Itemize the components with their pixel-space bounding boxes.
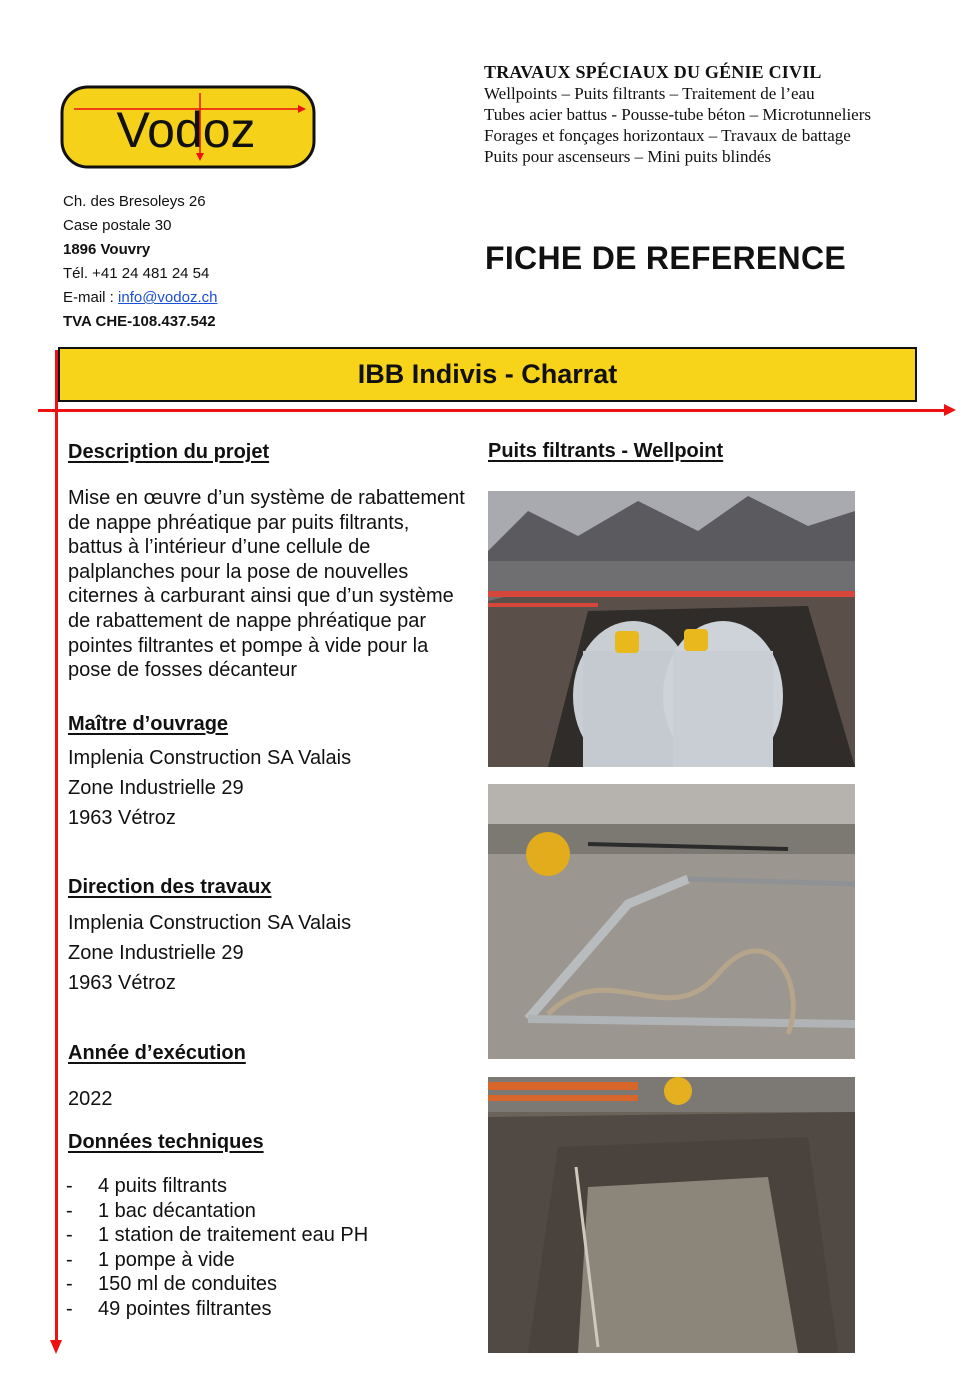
- address-vat: TVA CHE-108.437.542: [63, 313, 216, 330]
- address-phone: Tél. +41 24 481 24 54: [63, 265, 210, 282]
- owner-heading: Maître d’ouvrage: [68, 713, 229, 735]
- description-heading: Description du projet: [68, 441, 270, 463]
- address-po-box: Case postale 30: [63, 217, 172, 234]
- photo-excavation-pit: [488, 1077, 855, 1353]
- bullet: -: [66, 1175, 73, 1197]
- photos-heading: Puits filtrants - Wellpoint: [488, 440, 724, 462]
- list-item: [66, 1248, 368, 1273]
- direction-line: Zone Industrielle 29: [68, 942, 244, 964]
- document-type-title: FICHE DE REFERENCE: [485, 240, 846, 276]
- project-title-banner: [58, 347, 917, 402]
- address-block: [63, 190, 217, 334]
- list-item-text: 150 ml de conduites: [98, 1273, 278, 1296]
- bullet: -: [66, 1273, 73, 1296]
- direction-heading: Direction des travaux: [68, 876, 272, 898]
- services-line: Puits pour ascenseurs – Mini puits blindés: [484, 147, 772, 166]
- list-item-text: 1 pompe à vide: [98, 1248, 235, 1271]
- direction-line: 1963 Vétroz: [68, 972, 176, 994]
- services-line: Tubes acier battus - Pousse-tube béton – Microtunneliers: [484, 105, 871, 124]
- list-item: [66, 1199, 368, 1224]
- logo-text: Vodoz: [116, 102, 256, 158]
- down-arrow-icon: [50, 1340, 62, 1354]
- photo-tanks-excavation: [488, 491, 855, 767]
- year-heading: Année d’exécution: [68, 1042, 246, 1064]
- list-item-text: 1 bac décantation: [98, 1199, 256, 1222]
- bullet: -: [66, 1297, 73, 1320]
- services-block: [484, 62, 871, 167]
- email-label: E-mail :: [63, 289, 119, 306]
- red-horizontal-line: [38, 409, 946, 412]
- services-heading: TRAVAUX SPÉCIAUX DU GÉNIE CIVIL: [484, 62, 822, 82]
- address-street: Ch. des Bresoleys 26: [63, 193, 206, 210]
- right-arrow-icon: [944, 404, 956, 416]
- list-item: [66, 1223, 368, 1248]
- owner-line: Implenia Construction SA Valais: [68, 747, 352, 769]
- services-line: Wellpoints – Puits filtrants – Traitement de l’eau: [484, 84, 815, 103]
- direction-line: Implenia Construction SA Valais: [68, 912, 352, 934]
- project-title: IBB Indivis - Charrat: [357, 359, 618, 389]
- address-email-row: [63, 286, 217, 310]
- company-logo: [60, 85, 316, 169]
- services-line: Forages et fonçages horizontaux – Travaux de battage: [484, 126, 851, 145]
- bullet: -: [66, 1224, 73, 1247]
- list-item: [66, 1174, 368, 1199]
- list-item-text: 49 pointes filtrantes: [98, 1297, 272, 1320]
- address-city: 1896 Vouvry: [63, 241, 151, 258]
- list-item: [66, 1272, 368, 1297]
- year-value: 2022: [68, 1088, 113, 1110]
- owner-address: [68, 743, 351, 833]
- bullet: -: [66, 1199, 73, 1222]
- technical-list: [66, 1174, 368, 1322]
- direction-address: [68, 908, 351, 998]
- list-item: [66, 1297, 368, 1322]
- technical-heading: Données techniques: [68, 1131, 264, 1153]
- bullet: -: [66, 1248, 73, 1271]
- description-text: Mise en œuvre d’un système de rabattement de nappe phréatique par puits filtrants, battus à l’intérieur d’une cellule de palplanches pour la pose de nouvelles citernes à carburant ainsi que d’un système de rabattement de nappe phréatique par pointes filtrantes et pompe à vide pour la pose de fosses décanteur: [68, 487, 465, 682]
- list-item-text: 4 puits filtrants: [98, 1175, 227, 1197]
- owner-line: Zone Industrielle 29: [68, 777, 244, 799]
- email-link[interactable]: info@vodoz.ch: [118, 289, 218, 306]
- list-item-text: 1 station de traitement eau PH: [98, 1224, 369, 1247]
- photo-wellpoint-pipes: [488, 784, 855, 1059]
- red-vertical-line: [55, 350, 58, 1340]
- owner-line: 1963 Vétroz: [68, 807, 176, 829]
